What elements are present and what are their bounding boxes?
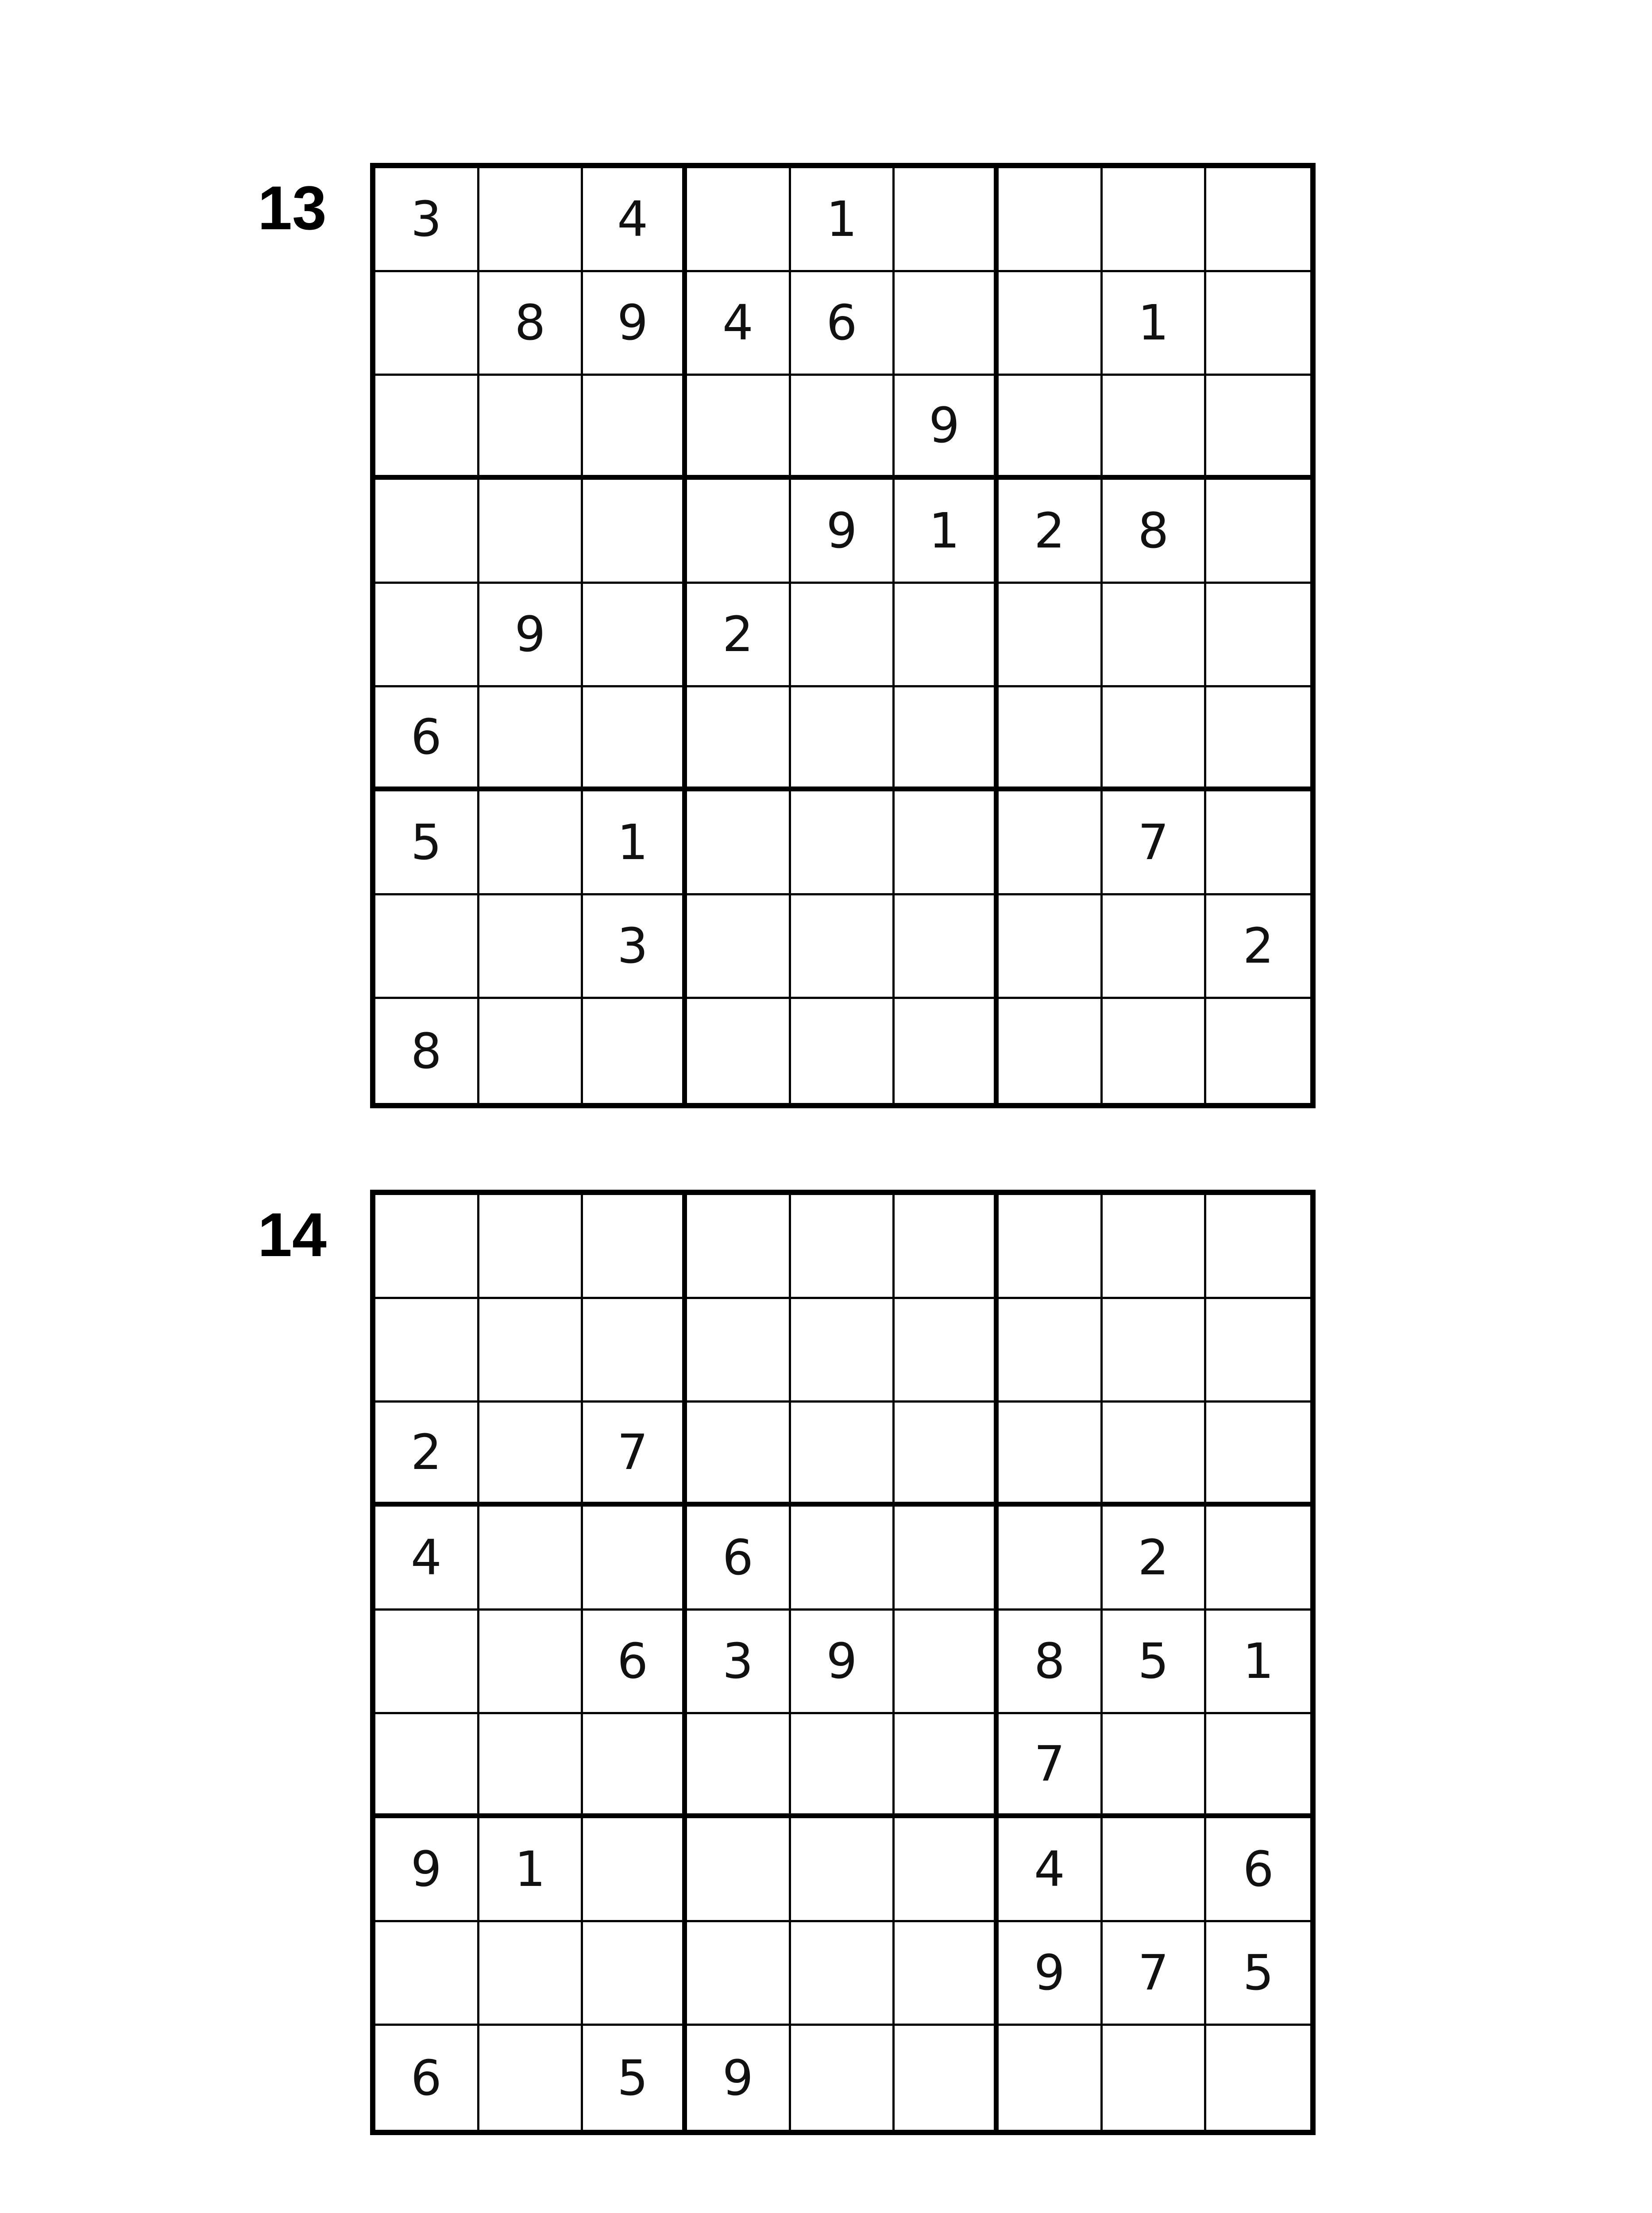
sudoku-cell[interactable] [583, 1818, 687, 1922]
sudoku-cell[interactable] [999, 687, 1103, 791]
sudoku-cell[interactable]: 5 [1206, 1922, 1310, 2026]
sudoku-cell[interactable]: 5 [583, 2026, 687, 2130]
sudoku-cell[interactable]: 3 [375, 168, 479, 272]
sudoku-cell[interactable] [791, 1299, 895, 1403]
sudoku-cell[interactable]: 7 [1103, 791, 1207, 895]
sudoku-cell[interactable] [479, 895, 583, 999]
sudoku-cell[interactable] [791, 999, 895, 1103]
sudoku-cell[interactable] [895, 1818, 999, 1922]
sudoku-cell[interactable]: 5 [375, 791, 479, 895]
sudoku-cell[interactable] [479, 480, 583, 584]
sudoku-cell[interactable] [791, 687, 895, 791]
sudoku-cell[interactable]: 9 [791, 1611, 895, 1715]
sudoku-cell[interactable]: 9 [791, 480, 895, 584]
sudoku-cell[interactable] [1103, 1403, 1207, 1507]
sudoku-cell[interactable]: 7 [1103, 1922, 1207, 2026]
sudoku-cell[interactable] [999, 584, 1103, 688]
sudoku-cell[interactable] [687, 791, 791, 895]
sudoku-cell[interactable] [791, 1195, 895, 1299]
sudoku-cell[interactable]: 9 [583, 272, 687, 376]
sudoku-cell[interactable] [1206, 480, 1310, 584]
sudoku-cell[interactable] [583, 1507, 687, 1611]
sudoku-cell[interactable] [479, 687, 583, 791]
sudoku-cell[interactable] [895, 168, 999, 272]
sudoku-cell[interactable] [791, 2026, 895, 2130]
sudoku-cell[interactable] [999, 1195, 1103, 1299]
sudoku-cell[interactable] [1206, 687, 1310, 791]
sudoku-cell[interactable] [687, 687, 791, 791]
puzzle-number-13: 13 [258, 173, 327, 243]
sudoku-cell[interactable] [479, 1714, 583, 1818]
sudoku-cell[interactable] [583, 584, 687, 688]
sudoku-cell[interactable]: 6 [583, 1611, 687, 1715]
sudoku-cell[interactable]: 9 [895, 376, 999, 480]
sudoku-cell[interactable] [1103, 999, 1207, 1103]
sudoku-cell[interactable] [1103, 1299, 1207, 1403]
sudoku-cell[interactable] [1206, 1299, 1310, 1403]
sudoku-cell[interactable] [375, 1611, 479, 1715]
sudoku-cell[interactable] [1103, 1714, 1207, 1818]
sudoku-cell[interactable] [895, 999, 999, 1103]
sudoku-cell[interactable] [375, 1922, 479, 2026]
sudoku-cell[interactable] [1206, 1195, 1310, 1299]
sudoku-cell[interactable]: 6 [1206, 1818, 1310, 1922]
sudoku-cell[interactable] [791, 1403, 895, 1507]
sudoku-cell[interactable] [1103, 376, 1207, 480]
sudoku-cell[interactable] [895, 895, 999, 999]
sudoku-cell[interactable]: 7 [999, 1714, 1103, 1818]
sudoku-cell[interactable] [1206, 791, 1310, 895]
sudoku-cell[interactable]: 1 [791, 168, 895, 272]
sudoku-cell[interactable] [999, 1507, 1103, 1611]
sudoku-cell[interactable] [1103, 584, 1207, 688]
sudoku-cell[interactable] [1206, 1403, 1310, 1507]
sudoku-cell[interactable] [895, 584, 999, 688]
sudoku-cell[interactable]: 3 [687, 1611, 791, 1715]
sudoku-cell[interactable] [479, 2026, 583, 2130]
sudoku-cell[interactable]: 6 [375, 2026, 479, 2130]
sudoku-cell[interactable]: 7 [583, 1403, 687, 1507]
sudoku-cell[interactable] [999, 168, 1103, 272]
sudoku-cell[interactable]: 8 [1103, 480, 1207, 584]
sudoku-cell[interactable] [1206, 376, 1310, 480]
sudoku-cell[interactable]: 9 [999, 1922, 1103, 2026]
sudoku-cell[interactable] [479, 1299, 583, 1403]
sudoku-cell[interactable] [583, 1922, 687, 2026]
sudoku-cell[interactable]: 3 [583, 895, 687, 999]
sudoku-cell[interactable]: 6 [375, 687, 479, 791]
sudoku-cell[interactable] [999, 1403, 1103, 1507]
sudoku-cell[interactable] [999, 895, 1103, 999]
sudoku-cell[interactable]: 1 [479, 1818, 583, 1922]
sudoku-cell[interactable] [895, 1299, 999, 1403]
sudoku-cell[interactable] [687, 1403, 791, 1507]
sudoku-cell[interactable] [999, 272, 1103, 376]
sudoku-cell[interactable] [895, 791, 999, 895]
puzzle-number-14: 14 [258, 1200, 327, 1269]
sudoku-cell[interactable] [999, 999, 1103, 1103]
sudoku-cell[interactable] [687, 999, 791, 1103]
sudoku-cell[interactable] [479, 1611, 583, 1715]
sudoku-cell[interactable] [583, 376, 687, 480]
sudoku-cell[interactable] [687, 1818, 791, 1922]
sudoku-cell[interactable] [583, 480, 687, 584]
sudoku-cell[interactable]: 4 [999, 1818, 1103, 1922]
sudoku-cell[interactable]: 2 [1206, 895, 1310, 999]
sudoku-cell[interactable]: 1 [583, 791, 687, 895]
sudoku-cell[interactable] [687, 1195, 791, 1299]
sudoku-cell[interactable] [791, 1507, 895, 1611]
sudoku-cell[interactable]: 2 [375, 1403, 479, 1507]
sudoku-cell[interactable] [1103, 168, 1207, 272]
sudoku-cell[interactable] [1206, 999, 1310, 1103]
sudoku-cell[interactable] [479, 1403, 583, 1507]
sudoku-cell[interactable] [687, 480, 791, 584]
sudoku-cell[interactable]: 1 [895, 480, 999, 584]
sudoku-cell[interactable] [375, 272, 479, 376]
sudoku-cell[interactable] [1206, 1507, 1310, 1611]
sudoku-cell[interactable]: 2 [999, 480, 1103, 584]
sudoku-cell[interactable] [1103, 687, 1207, 791]
sudoku-cell[interactable] [479, 791, 583, 895]
sudoku-cell[interactable]: 5 [1103, 1611, 1207, 1715]
sudoku-cell[interactable] [687, 1299, 791, 1403]
sudoku-cell[interactable] [687, 1714, 791, 1818]
sudoku-cell[interactable] [687, 1922, 791, 2026]
sudoku-cell[interactable]: 1 [1206, 1611, 1310, 1715]
sudoku-cell[interactable] [895, 1507, 999, 1611]
sudoku-cell[interactable]: 9 [687, 2026, 791, 2130]
sudoku-cell[interactable] [999, 1299, 1103, 1403]
sudoku-cell[interactable]: 9 [479, 584, 583, 688]
sudoku-cell[interactable]: 8 [999, 1611, 1103, 1715]
sudoku-cell[interactable] [375, 895, 479, 999]
sudoku-cell[interactable]: 4 [375, 1507, 479, 1611]
sudoku-cell[interactable] [583, 999, 687, 1103]
sudoku-cell[interactable] [791, 376, 895, 480]
sudoku-cell[interactable] [479, 168, 583, 272]
sudoku-cell[interactable] [583, 687, 687, 791]
sudoku-cell[interactable] [1206, 1714, 1310, 1818]
sudoku-cell[interactable] [1103, 2026, 1207, 2130]
sudoku-cell[interactable] [375, 1195, 479, 1299]
sudoku-cell[interactable] [791, 1922, 895, 2026]
sudoku-cell[interactable] [479, 1195, 583, 1299]
sudoku-cell[interactable] [1206, 2026, 1310, 2130]
sudoku-cell[interactable]: 4 [687, 272, 791, 376]
sudoku-cell[interactable] [895, 1611, 999, 1715]
sudoku-cell[interactable]: 1 [1103, 272, 1207, 376]
sudoku-cell[interactable] [479, 1922, 583, 2026]
sudoku-cell[interactable] [583, 1714, 687, 1818]
sudoku-cell[interactable] [375, 1714, 479, 1818]
sudoku-grid-14 [370, 1190, 1316, 2135]
sudoku-cell[interactable] [583, 1195, 687, 1299]
sudoku-cell[interactable] [375, 376, 479, 480]
sudoku-cell[interactable] [895, 1195, 999, 1299]
sudoku-cell[interactable]: 8 [479, 272, 583, 376]
sudoku-cell[interactable] [791, 1818, 895, 1922]
sudoku-cell[interactable]: 2 [1103, 1507, 1207, 1611]
sudoku-cell[interactable] [479, 1507, 583, 1611]
sudoku-cell[interactable] [375, 480, 479, 584]
sudoku-cell[interactable]: 9 [375, 1818, 479, 1922]
sudoku-cell[interactable] [791, 895, 895, 999]
sudoku-cell[interactable] [479, 376, 583, 480]
sudoku-cell[interactable] [687, 168, 791, 272]
sudoku-cell[interactable] [791, 1714, 895, 1818]
sudoku-cell[interactable] [1206, 272, 1310, 376]
sudoku-cell[interactable] [1103, 1195, 1207, 1299]
sudoku-cell[interactable]: 6 [687, 1507, 791, 1611]
sudoku-cell[interactable]: 2 [687, 584, 791, 688]
sudoku-cell[interactable] [895, 2026, 999, 2130]
sudoku-cell[interactable] [791, 791, 895, 895]
sudoku-cell[interactable] [1206, 584, 1310, 688]
sudoku-cell[interactable] [1103, 895, 1207, 999]
sudoku-cell[interactable] [895, 272, 999, 376]
sudoku-cell[interactable] [895, 1403, 999, 1507]
sudoku-cell[interactable]: 4 [583, 168, 687, 272]
sudoku-grid-13 [370, 163, 1316, 1108]
sudoku-cell[interactable] [375, 584, 479, 688]
sudoku-cell[interactable] [375, 1299, 479, 1403]
sudoku-cell[interactable] [479, 999, 583, 1103]
sudoku-cell[interactable] [791, 584, 895, 688]
sudoku-cell[interactable] [687, 376, 791, 480]
sudoku-cell[interactable] [999, 2026, 1103, 2130]
sudoku-cell[interactable] [895, 1922, 999, 2026]
sudoku-cell[interactable] [999, 376, 1103, 480]
sudoku-cell[interactable]: 6 [791, 272, 895, 376]
sudoku-cell[interactable] [999, 791, 1103, 895]
sudoku-cell[interactable] [1206, 168, 1310, 272]
sudoku-cell[interactable] [1103, 1818, 1207, 1922]
sudoku-cell[interactable] [687, 895, 791, 999]
sudoku-cell[interactable]: 8 [375, 999, 479, 1103]
sudoku-cell[interactable] [895, 1714, 999, 1818]
sudoku-cell[interactable] [583, 1299, 687, 1403]
sudoku-cell[interactable] [895, 687, 999, 791]
